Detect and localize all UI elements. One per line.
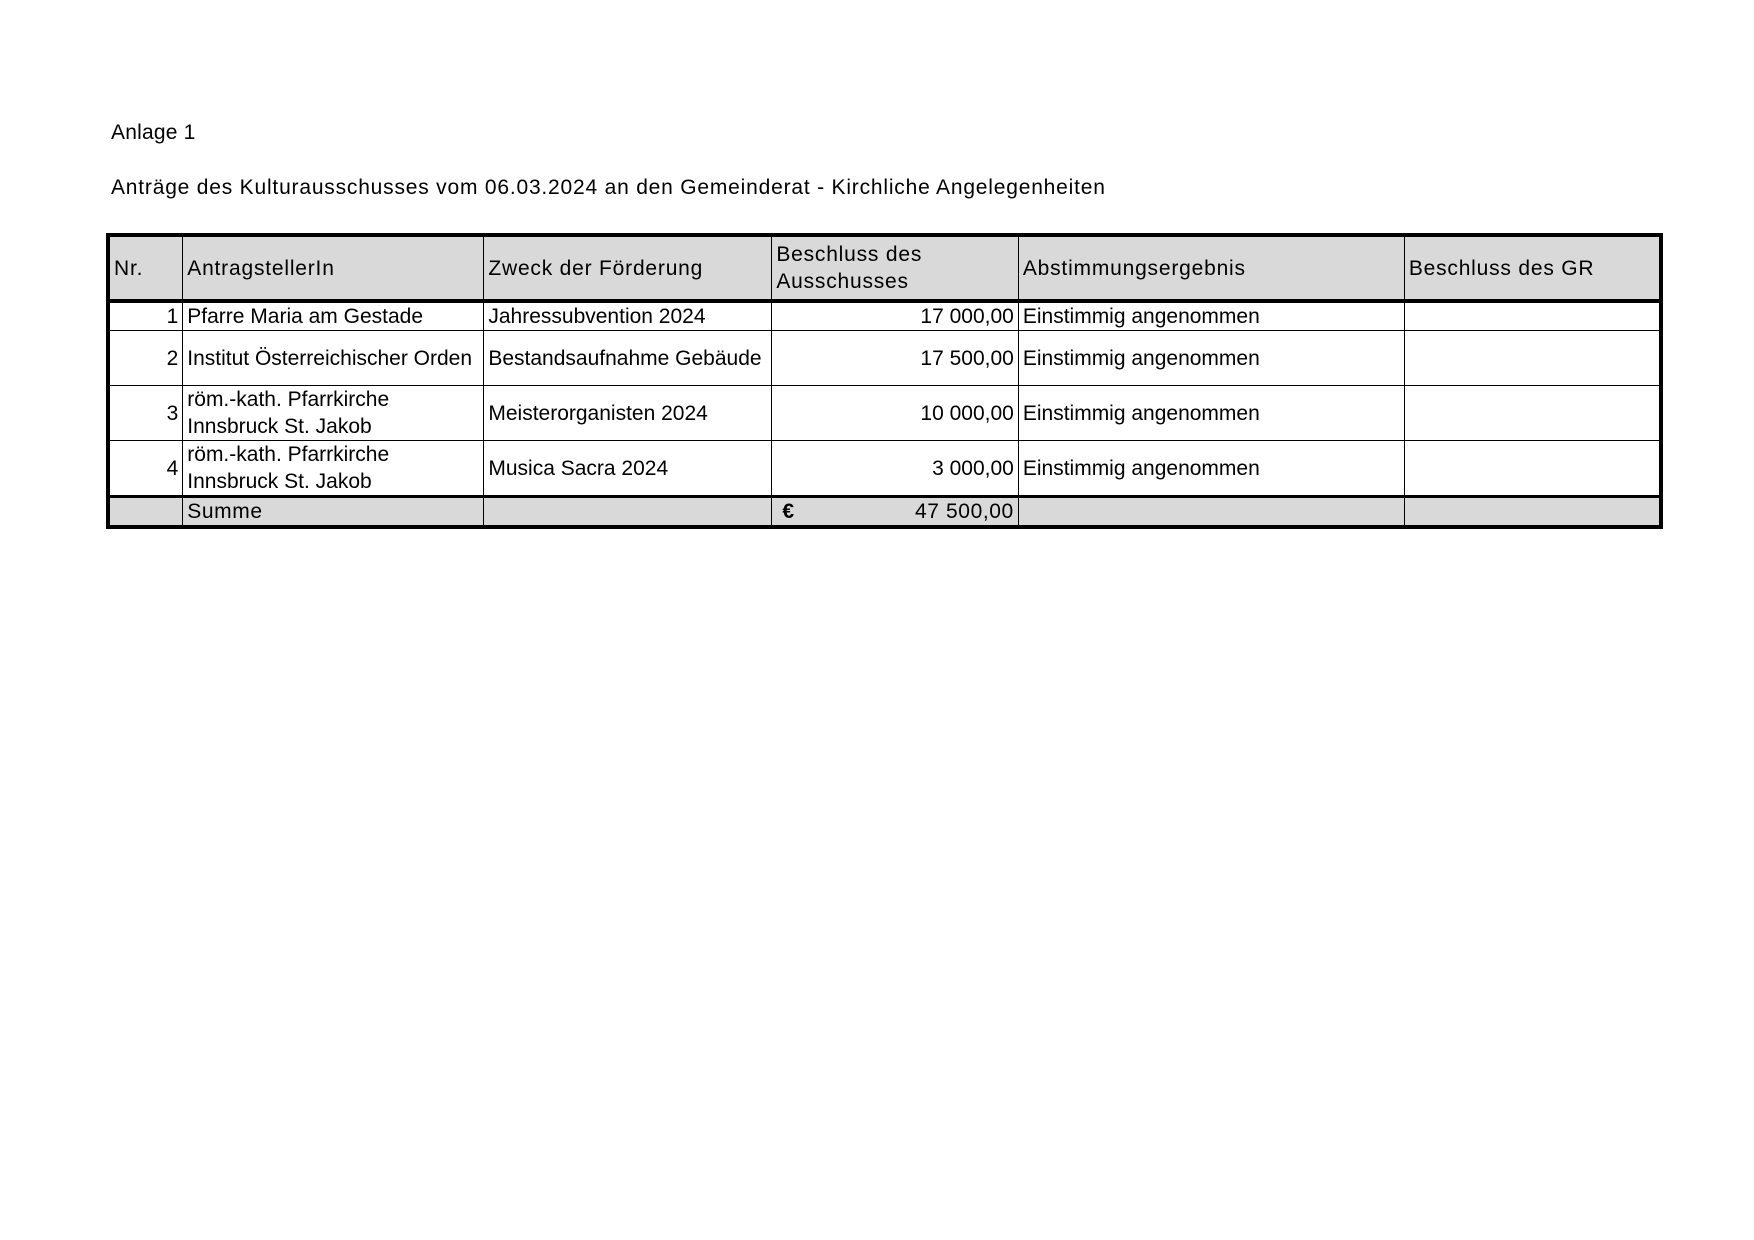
row-amount: 3 000,00 bbox=[772, 441, 1019, 497]
header-council-decision: Beschluss des GR bbox=[1404, 235, 1661, 301]
table-row bbox=[108, 301, 1661, 331]
row-nr: 2 bbox=[108, 331, 183, 386]
grant-table bbox=[106, 233, 1663, 529]
row-amount: 10 000,00 bbox=[772, 386, 1019, 441]
row-amount: 17 000,00 bbox=[772, 301, 1019, 331]
table-row bbox=[108, 331, 1661, 386]
row-purpose: Bestandsaufnahme Gebäude bbox=[484, 331, 772, 386]
row-council-decision bbox=[1404, 441, 1661, 497]
sum-amount-cell bbox=[772, 497, 1019, 528]
table-row bbox=[108, 386, 1661, 441]
row-purpose: Musica Sacra 2024 bbox=[484, 441, 772, 497]
row-applicant: röm.-kath. Pfarrkirche Innsbruck St. Jakob bbox=[183, 441, 484, 497]
attachment-label: Anlage 1 bbox=[111, 121, 196, 144]
row-vote-result: Einstimmig angenommen bbox=[1018, 386, 1404, 441]
row-purpose: Jahressubvention 2024 bbox=[484, 301, 772, 331]
row-nr: 4 bbox=[108, 441, 183, 497]
row-applicant: Institut Österreichischer Orden bbox=[183, 331, 484, 386]
row-vote-result: Einstimmig angenommen bbox=[1018, 301, 1404, 331]
row-purpose: Meisterorganisten 2024 bbox=[484, 386, 772, 441]
row-vote-result: Einstimmig angenommen bbox=[1018, 441, 1404, 497]
table-header-row bbox=[108, 235, 1661, 301]
row-council-decision bbox=[1404, 386, 1661, 441]
table-row bbox=[108, 441, 1661, 497]
row-applicant: Pfarre Maria am Gestade bbox=[183, 301, 484, 331]
euro-sign: € bbox=[782, 500, 795, 523]
sum-purpose-cell bbox=[484, 497, 772, 528]
row-council-decision bbox=[1404, 301, 1661, 331]
row-applicant: röm.-kath. Pfarrkirche Innsbruck St. Jakob bbox=[183, 386, 484, 441]
sum-nr-cell bbox=[108, 497, 183, 528]
header-purpose: Zweck der Förderung bbox=[484, 235, 772, 301]
sum-amount: 47 500,00 bbox=[915, 500, 1014, 523]
sum-council-cell bbox=[1404, 497, 1661, 528]
row-council-decision bbox=[1404, 331, 1661, 386]
sum-vote-cell bbox=[1018, 497, 1404, 528]
row-nr: 3 bbox=[108, 386, 183, 441]
sum-label: Summe bbox=[183, 497, 484, 528]
row-amount: 17 500,00 bbox=[772, 331, 1019, 386]
header-nr: Nr. bbox=[108, 235, 183, 301]
row-vote-result: Einstimmig angenommen bbox=[1018, 331, 1404, 386]
document-title: Anträge des Kulturausschusses vom 06.03.2024 an den Gemeinderat - Kirchliche Angelegenheiten bbox=[111, 176, 1106, 199]
sum-row bbox=[108, 497, 1661, 528]
header-applicant: AntragstellerIn bbox=[183, 235, 484, 301]
header-vote-result: Abstimmungsergebnis bbox=[1018, 235, 1404, 301]
row-nr: 1 bbox=[108, 301, 183, 331]
header-committee-decision: Beschluss des Ausschusses bbox=[772, 235, 1019, 301]
